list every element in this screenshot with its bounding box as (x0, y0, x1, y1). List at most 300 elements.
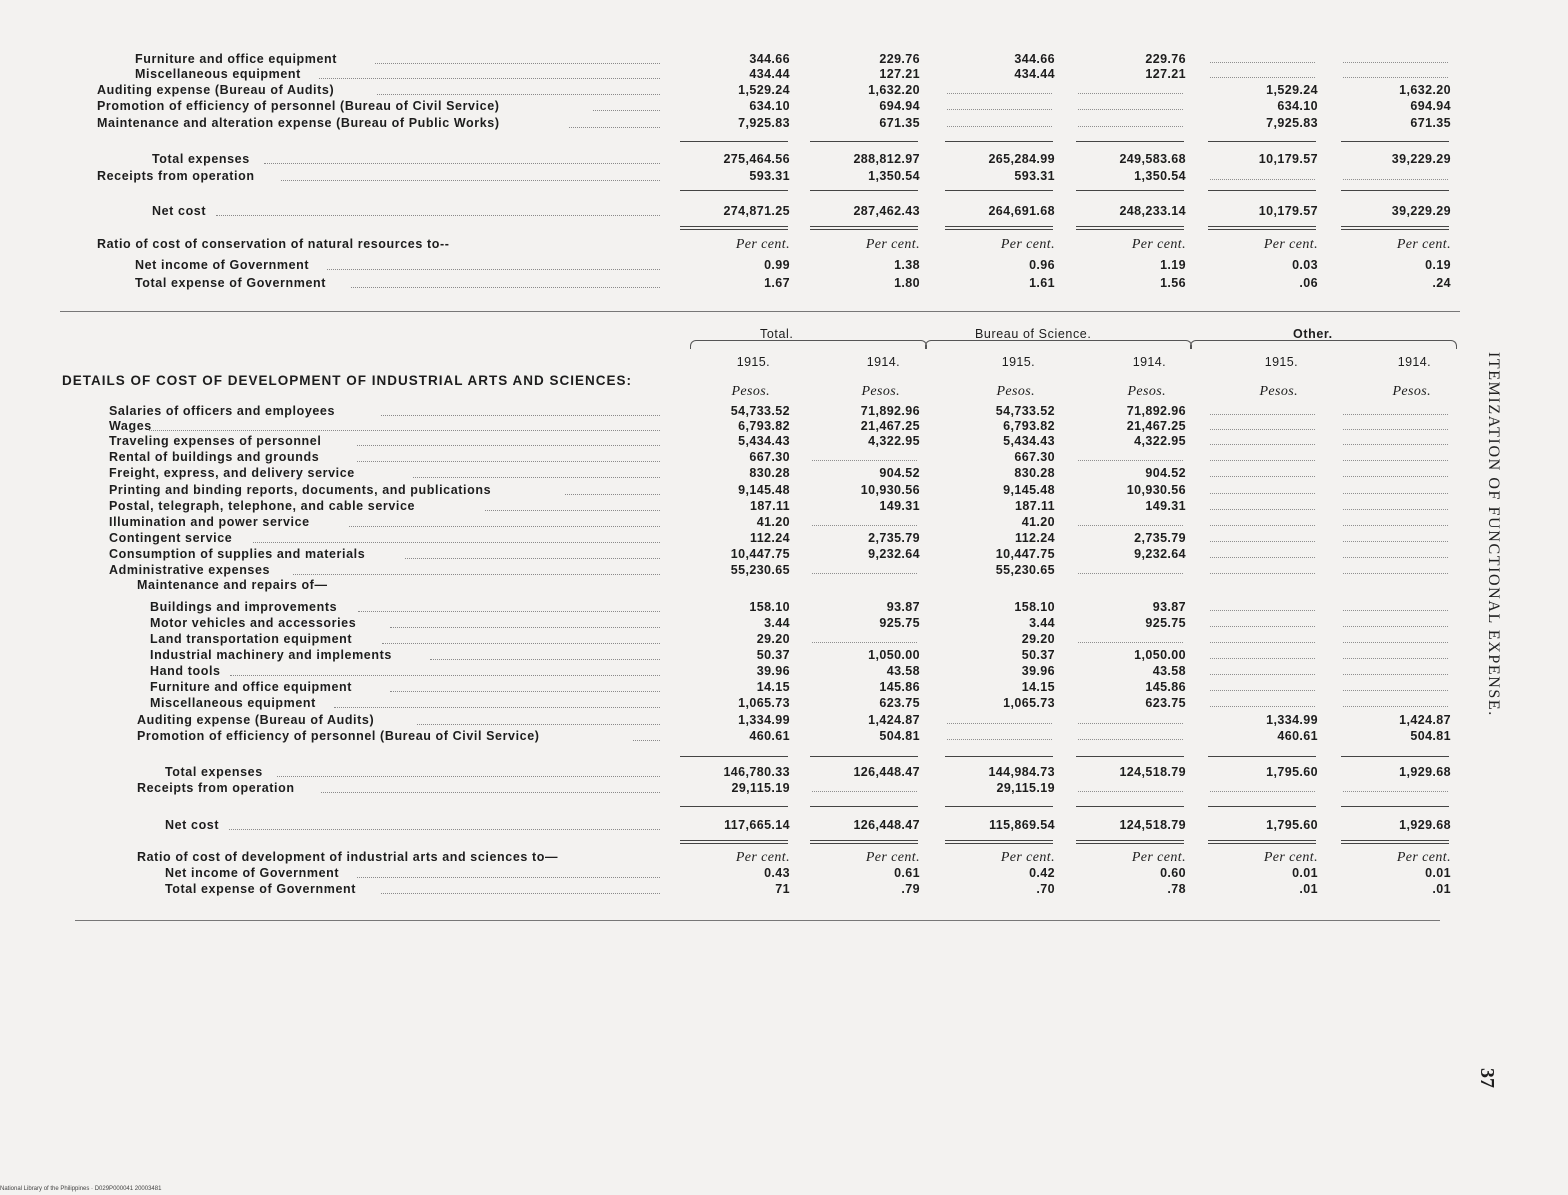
column-rule (945, 756, 1053, 757)
column-rule (810, 806, 918, 807)
leader-dots (390, 627, 660, 628)
value-cell: 904.52 (1145, 466, 1186, 480)
value-cell: 671.35 (879, 116, 920, 130)
leader-dots (277, 776, 660, 777)
top-row (0, 169, 1460, 184)
empty-cell (1210, 429, 1315, 430)
value-cell: 0.01 (1425, 866, 1451, 880)
empty-cell (1210, 414, 1315, 415)
value-cell: 4,322.95 (868, 434, 920, 448)
empty-cell (1343, 642, 1448, 643)
row-label: Wages (109, 419, 152, 433)
leader-dots (293, 574, 660, 575)
column-rule (810, 190, 918, 191)
value-cell: 55,230.65 (730, 563, 790, 577)
row-label: Furniture and office equipment (135, 52, 338, 66)
value-cell: 21,467.25 (1126, 419, 1186, 433)
value-cell: 187.11 (1015, 499, 1055, 513)
value-cell: 9,232.64 (1134, 547, 1186, 561)
value-cell: 149.31 (1145, 499, 1186, 513)
empty-cell (1343, 573, 1448, 574)
value-cell: 1,424.87 (1399, 713, 1451, 727)
value-cell: 1,795.60 (1266, 765, 1318, 779)
empty-cell (1078, 460, 1183, 461)
value-cell: 460.61 (1277, 729, 1318, 743)
row-label: Furniture and office equipment (150, 680, 353, 694)
row-label: Maintenance and alteration expense (Bureau of Public Works) (97, 116, 500, 130)
value-cell: 671.35 (1410, 116, 1451, 130)
empty-cell (1210, 179, 1315, 180)
row-label: Ratio of cost of development of industrial arts and sciences to— (137, 850, 559, 864)
bottom-row (0, 765, 1460, 780)
value-cell: 0.99 (764, 258, 790, 272)
column-rule (1208, 226, 1316, 227)
bottom-row (0, 680, 1460, 695)
empty-cell (1343, 706, 1448, 707)
page-number: 37 (1476, 1068, 1498, 1088)
value-cell: Per cent. (1396, 850, 1451, 865)
column-rule (680, 756, 788, 757)
column-rule (680, 840, 788, 841)
empty-cell (947, 126, 1052, 127)
value-cell: 1,632.20 (1399, 83, 1451, 97)
value-cell: 115,869.54 (989, 818, 1055, 832)
empty-cell (1210, 626, 1315, 627)
row-label: Motor vehicles and accessories (150, 616, 357, 630)
value-cell: 667.30 (749, 450, 790, 464)
value-cell: .24 (1432, 276, 1451, 290)
value-cell: 9,145.48 (1003, 483, 1055, 497)
bottom-row (0, 664, 1460, 679)
bottom-row (0, 434, 1460, 449)
row-label: Freight, express, and delivery service (109, 466, 355, 480)
value-cell: 0.61 (894, 866, 920, 880)
value-cell: 7,925.83 (1266, 116, 1318, 130)
value-cell: 1.61 (1029, 276, 1055, 290)
column-rule (1208, 840, 1316, 841)
bottom-divider (75, 920, 1440, 921)
bottom-row (0, 563, 1460, 578)
leader-dots (417, 724, 660, 725)
value-cell: Per cent. (735, 850, 790, 865)
value-cell: 124,518.79 (1119, 765, 1186, 779)
unit-header: Pesos. (1392, 384, 1431, 399)
empty-cell (1343, 690, 1448, 691)
value-cell: 39.96 (1021, 664, 1055, 678)
value-cell: 50.37 (756, 648, 790, 662)
value-cell: 21,467.25 (860, 419, 920, 433)
value-cell: 344.66 (749, 52, 790, 66)
leader-dots (633, 740, 660, 741)
row-label: Promotion of efficiency of personnel (Bureau of Civil Service) (97, 99, 500, 113)
footer-credit: National Library of the Philippines · D029P000041 20003481 (0, 1186, 162, 1192)
value-cell: 593.31 (749, 169, 790, 183)
row-label: Salaries of officers and employees (109, 404, 336, 418)
bottom-row (0, 466, 1460, 481)
bottom-row (0, 850, 1460, 865)
bottom-row (0, 404, 1460, 419)
value-cell: 4,322.95 (1134, 434, 1186, 448)
empty-cell (1210, 476, 1315, 477)
leader-dots (381, 415, 660, 416)
value-cell: 71,892.96 (860, 404, 920, 418)
value-cell: Per cent. (1263, 850, 1318, 865)
leader-dots (358, 611, 660, 612)
empty-cell (1210, 658, 1315, 659)
empty-cell (1343, 460, 1448, 461)
empty-cell (947, 93, 1052, 94)
value-cell: 287,462.43 (853, 204, 920, 218)
value-cell: 460.61 (749, 729, 790, 743)
empty-cell (1343, 62, 1448, 63)
column-rule (945, 141, 1053, 142)
bottom-row (0, 696, 1460, 711)
empty-cell (1343, 626, 1448, 627)
value-cell: .01 (1432, 882, 1451, 896)
column-rule (810, 756, 918, 757)
value-cell: 1,529.24 (738, 83, 790, 97)
bottom-row (0, 729, 1460, 744)
value-cell: 10,930.56 (860, 483, 920, 497)
column-rule (945, 190, 1053, 191)
empty-cell (1343, 414, 1448, 415)
year-header: 1914. (866, 355, 900, 369)
unit-header: Pesos. (861, 384, 900, 399)
unit-header: Pesos. (996, 384, 1035, 399)
row-label: Traveling expenses of personnel (109, 434, 322, 448)
value-cell: 694.94 (879, 99, 920, 113)
row-label: Ratio of cost of conservation of natural resources to-- (97, 237, 450, 251)
value-cell: 6,793.82 (1003, 419, 1055, 433)
value-cell: 1,795.60 (1266, 818, 1318, 832)
value-cell: 265,284.99 (988, 152, 1055, 166)
value-cell: 434.44 (749, 67, 790, 81)
value-cell: 1.38 (894, 258, 920, 272)
value-cell: 145.86 (1145, 680, 1186, 694)
bottom-row (0, 648, 1460, 663)
value-cell: 1,424.87 (868, 713, 920, 727)
value-cell: 144,984.73 (988, 765, 1055, 779)
column-rule (1076, 141, 1184, 142)
value-cell: 145.86 (879, 680, 920, 694)
brace-other (1190, 340, 1457, 349)
value-cell: Per cent. (865, 237, 920, 252)
empty-cell (1078, 126, 1183, 127)
value-cell: 0.01 (1292, 866, 1318, 880)
year-header: 1914. (1397, 355, 1431, 369)
value-cell: 10,179.57 (1258, 204, 1318, 218)
value-cell: .06 (1299, 276, 1318, 290)
leader-dots (281, 180, 660, 181)
value-cell: 504.81 (879, 729, 920, 743)
empty-cell (1210, 493, 1315, 494)
empty-cell (1343, 541, 1448, 542)
value-cell: Per cent. (1131, 850, 1186, 865)
leader-dots (377, 94, 660, 95)
value-cell: 1.19 (1160, 258, 1186, 272)
top-row (0, 99, 1460, 114)
leader-dots (390, 691, 660, 692)
column-rule (680, 190, 788, 191)
bottom-row (0, 578, 1460, 593)
top-row (0, 237, 1460, 252)
value-cell: 248,233.14 (1119, 204, 1186, 218)
value-cell: 39.96 (756, 664, 790, 678)
value-cell: 39,229.29 (1391, 152, 1451, 166)
row-label: Buildings and improvements (150, 600, 338, 614)
value-cell: 158.10 (1014, 600, 1055, 614)
empty-cell (1210, 674, 1315, 675)
value-cell: 9,232.64 (868, 547, 920, 561)
value-cell: 667.30 (1014, 450, 1055, 464)
value-cell: 1,334.99 (1266, 713, 1318, 727)
row-label: Total expense of Government (165, 882, 357, 896)
year-header: 1915. (1264, 355, 1298, 369)
bottom-row (0, 600, 1460, 615)
value-cell: 1,350.54 (868, 169, 920, 183)
top-row (0, 52, 1460, 67)
row-label: Miscellaneous equipment (135, 67, 301, 81)
value-cell: 124,518.79 (1119, 818, 1186, 832)
value-cell: 29.20 (1021, 632, 1055, 646)
empty-cell (1210, 690, 1315, 691)
row-label: Illumination and power service (109, 515, 310, 529)
value-cell: 0.03 (1292, 258, 1318, 272)
row-label: Consumption of supplies and materials (109, 547, 366, 561)
value-cell: 43.58 (1152, 664, 1186, 678)
leader-dots (357, 461, 660, 462)
brace-science (925, 340, 1192, 349)
bottom-row (0, 616, 1460, 631)
column-rule (1076, 226, 1184, 227)
column-rule (680, 141, 788, 142)
row-label: Receipts from operation (137, 781, 295, 795)
value-cell: 29,115.19 (996, 781, 1055, 795)
value-cell: 1,350.54 (1134, 169, 1186, 183)
section-divider (60, 311, 1460, 312)
value-cell: 344.66 (1014, 52, 1055, 66)
empty-cell (1343, 610, 1448, 611)
column-rule (1076, 190, 1184, 191)
row-label: Auditing expense (Bureau of Audits) (97, 83, 335, 97)
empty-cell (1210, 509, 1315, 510)
value-cell: 0.96 (1029, 258, 1055, 272)
column-rule (1341, 141, 1449, 142)
top-row (0, 116, 1460, 131)
empty-cell (1078, 739, 1183, 740)
row-label: Contingent service (109, 531, 233, 545)
value-cell: 54,733.52 (730, 404, 790, 418)
value-cell: 1,050.00 (1134, 648, 1186, 662)
empty-cell (1210, 610, 1315, 611)
value-cell: 925.75 (1145, 616, 1186, 630)
column-rule (810, 226, 918, 227)
group-other: Other. (1293, 327, 1333, 341)
leader-dots (264, 163, 660, 164)
value-cell: 55,230.65 (995, 563, 1055, 577)
leader-dots (327, 269, 660, 270)
value-cell: 1.56 (1160, 276, 1186, 290)
bottom-row (0, 781, 1460, 796)
value-cell: .78 (1167, 882, 1186, 896)
value-cell: 229.76 (1145, 52, 1186, 66)
row-label: Postal, telegraph, telephone, and cable service (109, 499, 416, 513)
group-bureau-of-science: Bureau of Science. (975, 327, 1092, 341)
value-cell: 1,632.20 (868, 83, 920, 97)
column-rule (810, 840, 918, 841)
column-rule (945, 226, 1053, 227)
leader-dots (381, 893, 660, 894)
value-cell: 2,735.79 (1134, 531, 1186, 545)
value-cell: 126,448.47 (853, 818, 920, 832)
empty-cell (1210, 706, 1315, 707)
row-label: Rental of buildings and grounds (109, 450, 320, 464)
empty-cell (1210, 444, 1315, 445)
unit-header: Pesos. (1127, 384, 1166, 399)
empty-cell (1343, 444, 1448, 445)
value-cell: 29,115.19 (731, 781, 790, 795)
leader-dots (319, 78, 660, 79)
value-cell: 275,464.56 (723, 152, 790, 166)
value-cell: 93.87 (886, 600, 920, 614)
value-cell: 6,793.82 (738, 419, 790, 433)
row-label: Land transportation equipment (150, 632, 353, 646)
leader-dots (229, 829, 660, 830)
column-rule (1341, 226, 1449, 227)
empty-cell (1210, 460, 1315, 461)
value-cell: 112.24 (1015, 531, 1055, 545)
empty-cell (1078, 723, 1183, 724)
value-cell: 3.44 (764, 616, 790, 630)
empty-cell (1343, 476, 1448, 477)
value-cell: 288,812.97 (853, 152, 920, 166)
brace-total (690, 340, 927, 349)
leader-dots (413, 477, 660, 478)
empty-cell (1343, 77, 1448, 78)
value-cell: 9,145.48 (738, 483, 790, 497)
column-rule (1208, 190, 1316, 191)
value-cell: 904.52 (879, 466, 920, 480)
value-cell: 187.11 (750, 499, 790, 513)
value-cell: 10,447.75 (730, 547, 790, 561)
value-cell: 149.31 (879, 499, 920, 513)
value-cell: 14.15 (1021, 680, 1055, 694)
value-cell: 1,929.68 (1399, 818, 1451, 832)
leader-dots (357, 445, 660, 446)
column-rule (1076, 756, 1184, 757)
row-label: Receipts from operation (97, 169, 255, 183)
bottom-row (0, 531, 1460, 546)
top-row (0, 276, 1460, 291)
value-cell: .01 (1299, 882, 1318, 896)
value-cell: 1,050.00 (868, 648, 920, 662)
row-label: Industrial machinery and implements (150, 648, 392, 662)
empty-cell (1210, 791, 1315, 792)
empty-cell (1343, 525, 1448, 526)
value-cell: 117,665.14 (724, 818, 790, 832)
value-cell: 1.80 (894, 276, 920, 290)
row-label: Net income of Government (135, 258, 310, 272)
empty-cell (1078, 642, 1183, 643)
value-cell: 10,930.56 (1126, 483, 1186, 497)
column-rule (680, 226, 788, 227)
column-rule (1208, 756, 1316, 757)
leader-dots (593, 110, 660, 111)
value-cell: Per cent. (865, 850, 920, 865)
year-header: 1915. (1001, 355, 1035, 369)
bottom-row (0, 713, 1460, 728)
value-cell: 830.28 (1014, 466, 1055, 480)
value-cell: 158.10 (749, 600, 790, 614)
value-cell: 2,735.79 (868, 531, 920, 545)
value-cell: 0.42 (1029, 866, 1055, 880)
value-cell: Per cent. (735, 237, 790, 252)
column-rule (945, 840, 1053, 841)
value-cell: 264,691.68 (988, 204, 1055, 218)
row-label: Total expense of Government (135, 276, 327, 290)
value-cell: 93.87 (1152, 600, 1186, 614)
empty-cell (1210, 557, 1315, 558)
empty-cell (1078, 525, 1183, 526)
column-rule (1341, 190, 1449, 191)
bottom-row (0, 818, 1460, 833)
row-label: Maintenance and repairs of— (137, 578, 328, 592)
value-cell: 623.75 (879, 696, 920, 710)
bottom-row (0, 483, 1460, 498)
value-cell: Per cent. (1000, 237, 1055, 252)
bottom-row (0, 547, 1460, 562)
bottom-row (0, 419, 1460, 434)
empty-cell (947, 739, 1052, 740)
value-cell: Per cent. (1263, 237, 1318, 252)
unit-header: Pesos. (731, 384, 770, 399)
column-rule (1208, 141, 1316, 142)
top-row (0, 83, 1460, 98)
value-cell: Per cent. (1131, 237, 1186, 252)
leader-dots (357, 877, 660, 878)
top-row (0, 152, 1460, 167)
bottom-row (0, 499, 1460, 514)
empty-cell (812, 791, 917, 792)
row-label: Promotion of efficiency of personnel (Bureau of Civil Service) (137, 729, 540, 743)
row-label: Net income of Government (165, 866, 340, 880)
column-rule (680, 806, 788, 807)
value-cell: 146,780.33 (723, 765, 790, 779)
leader-dots (375, 63, 660, 64)
value-cell: 1,334.99 (738, 713, 790, 727)
row-label: Net cost (165, 818, 220, 832)
value-cell: 229.76 (879, 52, 920, 66)
value-cell: 634.10 (1277, 99, 1318, 113)
column-rule (945, 806, 1053, 807)
empty-cell (947, 723, 1052, 724)
leader-dots (321, 792, 660, 793)
value-cell: 43.58 (886, 664, 920, 678)
top-row (0, 67, 1460, 82)
top-row (0, 258, 1460, 273)
empty-cell (1210, 77, 1315, 78)
value-cell: .79 (901, 882, 920, 896)
top-row (0, 204, 1460, 219)
value-cell: Per cent. (1396, 237, 1451, 252)
leader-dots (565, 494, 660, 495)
leader-dots (405, 558, 660, 559)
empty-cell (1343, 791, 1448, 792)
value-cell: 504.81 (1410, 729, 1451, 743)
leader-dots (253, 542, 660, 543)
value-cell: 1.67 (764, 276, 790, 290)
leader-dots (485, 510, 660, 511)
